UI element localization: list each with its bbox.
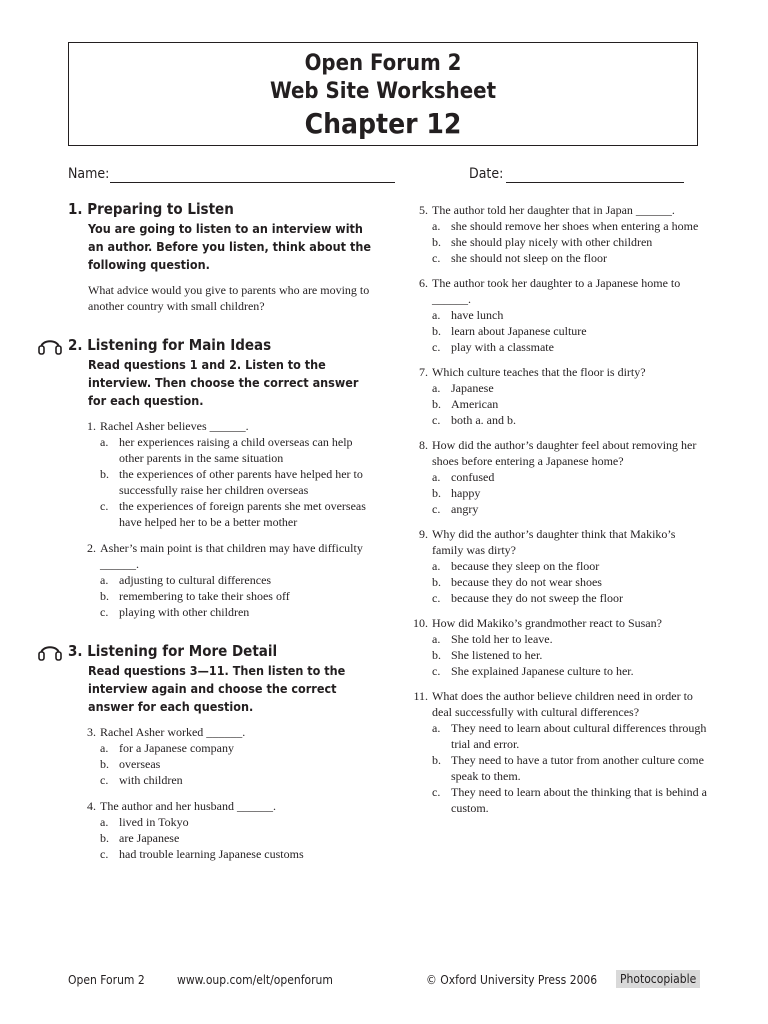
- question-item: [408, 275, 708, 355]
- answer-option[interactable]: [432, 631, 708, 647]
- option-text: remembering to take their shoes off: [119, 589, 290, 603]
- question-number: 10.: [413, 616, 428, 630]
- answer-option[interactable]: [432, 218, 708, 234]
- option-text: had trouble learning Japanese customs: [119, 847, 304, 861]
- option-text: overseas: [119, 757, 161, 771]
- question-item: [408, 688, 708, 816]
- option-letter: c.: [100, 499, 109, 513]
- answer-option[interactable]: [432, 339, 708, 355]
- question-number: 6.: [419, 276, 428, 290]
- option-text: for a Japanese company: [119, 741, 234, 755]
- question-text: How did the author’s daughter feel about removing her shoes before entering a Japanese home?: [432, 438, 697, 468]
- answer-option[interactable]: [432, 412, 708, 428]
- option-letter: a.: [432, 559, 441, 573]
- option-text: She told her to leave.: [451, 632, 553, 646]
- answer-option[interactable]: [100, 498, 378, 530]
- footer-copyright: © Oxford University Press 2006: [426, 973, 598, 987]
- name-label: Name:: [68, 166, 110, 182]
- option-letter: c.: [100, 847, 109, 861]
- option-letter: a.: [100, 741, 109, 755]
- option-letter: c.: [432, 591, 441, 605]
- answer-option[interactable]: [100, 830, 378, 846]
- photocopiable-badge: Photocopiable: [616, 970, 700, 988]
- option-letter: c.: [100, 605, 109, 619]
- question-item: [76, 724, 378, 788]
- option-text: happy: [451, 486, 481, 500]
- answer-option[interactable]: [100, 572, 378, 588]
- option-letter: a.: [432, 381, 441, 395]
- section-2-questions: [76, 418, 378, 620]
- option-letter: a.: [432, 219, 441, 233]
- option-letter: b.: [432, 486, 441, 500]
- question-text: How did Makiko’s grandmother react to Susan?: [432, 616, 662, 630]
- option-letter: b.: [432, 753, 441, 767]
- question-number: 1.: [87, 419, 96, 433]
- question-text: Asher’s main point is that children may have difficulty ______.: [100, 541, 363, 571]
- question-text: What does the author believe children need in order to deal successfully with cultural differences?: [432, 689, 693, 719]
- question-number: 3.: [87, 725, 96, 739]
- question-text: The author and her husband ______.: [100, 799, 276, 813]
- option-text: She explained Japanese culture to her.: [451, 664, 634, 678]
- answer-option[interactable]: [100, 846, 378, 862]
- title-box: [68, 42, 698, 146]
- footer-book: Open Forum 2: [68, 973, 145, 987]
- option-letter: b.: [100, 831, 109, 845]
- option-letter: b.: [432, 397, 441, 411]
- option-letter: b.: [100, 467, 109, 481]
- option-letter: a.: [432, 470, 441, 484]
- question-number: 4.: [87, 799, 96, 813]
- question-text: The author told her daughter that in Japan ______.: [432, 203, 675, 217]
- question-item: [76, 418, 378, 530]
- option-text: playing with other children: [119, 605, 250, 619]
- option-text: They need to learn about the thinking that is behind a custom.: [451, 785, 707, 815]
- option-letter: b.: [432, 235, 441, 249]
- answer-option[interactable]: [100, 604, 378, 620]
- option-letter: c.: [432, 251, 441, 265]
- option-letter: a.: [100, 573, 109, 587]
- section-2-heading: [68, 336, 378, 354]
- right-questions: [408, 202, 708, 816]
- question-text: The author took her daughter to a Japanese home to ______.: [432, 276, 681, 306]
- question-text: Rachel Asher believes ______.: [100, 419, 249, 433]
- question-number: 8.: [419, 438, 428, 452]
- left-column: [68, 200, 378, 862]
- option-text: have lunch: [451, 308, 504, 322]
- option-text: They need to have a tutor from another culture come speak to them.: [451, 753, 704, 783]
- question-item: [408, 615, 708, 679]
- option-text: play with a classmate: [451, 340, 554, 354]
- answer-option[interactable]: [432, 590, 708, 606]
- option-letter: b.: [100, 757, 109, 771]
- question-item: [76, 540, 378, 620]
- answer-option[interactable]: [432, 663, 708, 679]
- section-3-instructions: Read questions 3—11. Then listen to the interview again and choose the correct answer for each question.: [88, 663, 346, 714]
- answer-option[interactable]: [100, 588, 378, 604]
- question-text: Why did the author’s daughter think that Makiko’s family was dirty?: [432, 527, 676, 557]
- answer-option[interactable]: [432, 307, 708, 323]
- section-preparing: [68, 200, 378, 314]
- question-number: 2.: [87, 541, 96, 555]
- option-letter: c.: [432, 340, 441, 354]
- option-text: They need to learn about cultural differences through trial and error.: [451, 721, 707, 751]
- date-label: Date:: [469, 166, 504, 182]
- question-text: Which culture teaches that the floor is dirty?: [432, 365, 646, 379]
- option-letter: b.: [432, 324, 441, 338]
- question-item: [408, 526, 708, 606]
- option-text: she should not sleep on the floor: [451, 251, 607, 265]
- option-letter: a.: [432, 721, 441, 735]
- question-item: [408, 364, 708, 428]
- answer-option[interactable]: [100, 772, 378, 788]
- answer-option[interactable]: [432, 396, 708, 412]
- option-text: adjusting to cultural differences: [119, 573, 272, 587]
- question-item: [408, 437, 708, 517]
- answer-option[interactable]: [100, 814, 378, 830]
- section-1-heading: 1. Preparing to Listen: [68, 200, 234, 218]
- title-book: Open Forum 2: [304, 51, 462, 76]
- answer-option[interactable]: [432, 574, 708, 590]
- right-column: [408, 202, 708, 816]
- option-letter: c.: [100, 773, 109, 787]
- option-text: she should remove her shoes when entering a home: [451, 219, 699, 233]
- answer-option[interactable]: [432, 380, 708, 396]
- answer-option[interactable]: [432, 720, 708, 752]
- option-text: Japanese: [451, 381, 494, 395]
- option-text: lived in Tokyo: [119, 815, 189, 829]
- option-text: with children: [119, 773, 183, 787]
- option-text: she should play nicely with other children: [451, 235, 653, 249]
- title-chapter: Chapter 12: [304, 107, 462, 140]
- answer-option[interactable]: [432, 250, 708, 266]
- answer-option[interactable]: [100, 740, 378, 756]
- question-number: 7.: [419, 365, 428, 379]
- headphones-icon: [38, 641, 62, 661]
- question-text: Rachel Asher worked ______.: [100, 725, 246, 739]
- option-letter: b.: [432, 575, 441, 589]
- option-text: angry: [451, 502, 479, 516]
- answer-option[interactable]: [432, 784, 708, 816]
- title-worksheet: Web Site Worksheet: [269, 79, 497, 104]
- question-number: 9.: [419, 527, 428, 541]
- section-3-heading-text: 3. Listening for More Detail: [68, 642, 278, 660]
- answer-option[interactable]: [432, 752, 708, 784]
- answer-option[interactable]: [100, 756, 378, 772]
- footer-url[interactable]: www.oup.com/elt/openforum: [177, 973, 333, 987]
- answer-option[interactable]: [100, 434, 378, 466]
- option-text: the experiences of other parents have helped her to successfully raise her children overseas: [119, 467, 363, 497]
- option-text: are Japanese: [119, 831, 180, 845]
- option-letter: c.: [432, 502, 441, 516]
- section-1-question: What advice would you give to parents who are moving to another country with small children?: [88, 283, 370, 313]
- answer-option[interactable]: [432, 647, 708, 663]
- option-letter: a.: [432, 632, 441, 646]
- option-text: because they do not sweep the floor: [451, 591, 623, 605]
- headphones-icon: [38, 335, 62, 355]
- option-letter: a.: [100, 815, 109, 829]
- option-letter: c.: [432, 664, 441, 678]
- question-item: [408, 202, 708, 266]
- answer-option[interactable]: [432, 558, 708, 574]
- answer-option[interactable]: [432, 485, 708, 501]
- question-number: 5.: [419, 203, 428, 217]
- option-text: because they sleep on the floor: [451, 559, 600, 573]
- section-main-ideas: [68, 336, 378, 620]
- name-field[interactable]: [110, 182, 395, 183]
- option-letter: a.: [100, 435, 109, 449]
- section-2-heading-text: 2. Listening for Main Ideas: [68, 336, 272, 354]
- answer-option[interactable]: [432, 501, 708, 517]
- option-letter: c.: [432, 785, 441, 799]
- answer-option[interactable]: [432, 323, 708, 339]
- answer-option[interactable]: [432, 469, 708, 485]
- question-item: [76, 798, 378, 862]
- option-text: confused: [451, 470, 495, 484]
- option-letter: c.: [432, 413, 441, 427]
- option-letter: b.: [432, 648, 441, 662]
- option-letter: a.: [432, 308, 441, 322]
- section-1-instructions: You are going to listen to an interview with an author. Before you listen, think about the following question.: [88, 221, 371, 272]
- section-3-questions: [76, 724, 378, 862]
- answer-option[interactable]: [432, 234, 708, 250]
- option-text: her experiences raising a child overseas can help other parents in the same situation: [119, 435, 353, 465]
- question-number: 11.: [413, 689, 428, 703]
- option-text: both a. and b.: [451, 413, 516, 427]
- option-text: because they do not wear shoes: [451, 575, 602, 589]
- answer-option[interactable]: [100, 466, 378, 498]
- option-text: the experiences of foreign parents she met overseas have helped her to be a better mother: [119, 499, 366, 529]
- section-3-heading: [68, 642, 378, 660]
- section-2-instructions: Read questions 1 and 2. Listen to the interview. Then choose the correct answer for each question.: [88, 357, 359, 408]
- section-more-detail: [68, 642, 378, 862]
- option-text: learn about Japanese culture: [451, 324, 587, 338]
- option-letter: b.: [100, 589, 109, 603]
- date-field[interactable]: [506, 182, 684, 183]
- option-text: She listened to her.: [451, 648, 543, 662]
- option-text: American: [451, 397, 499, 411]
